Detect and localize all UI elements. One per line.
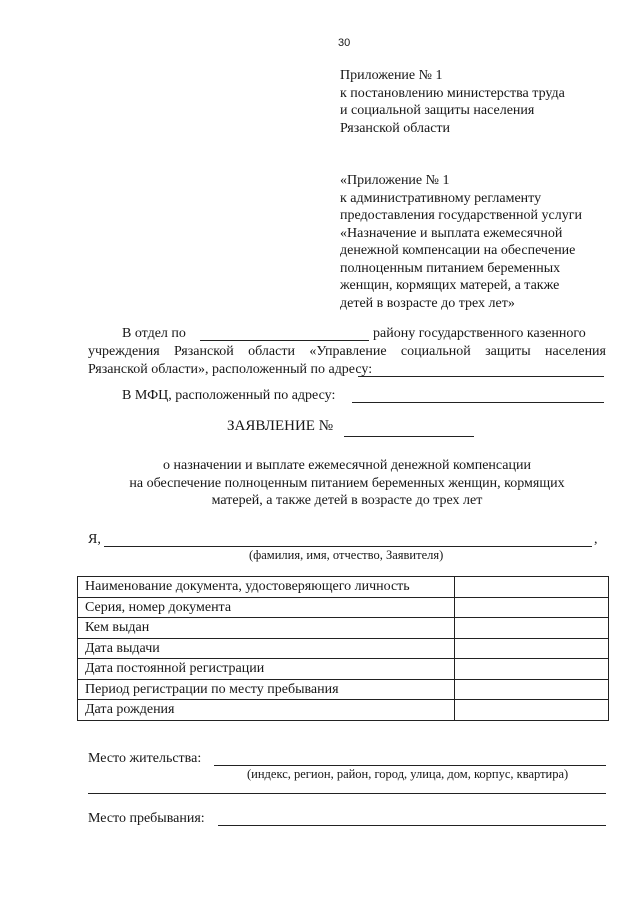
- residence-continuation-field[interactable]: [88, 793, 606, 794]
- regulation-line: «Приложение № 1: [340, 173, 450, 188]
- regulation-line: женщин, кормящих матерей, а также: [340, 278, 560, 293]
- row-label: Наименование документа, удостоверяющего личность: [78, 577, 455, 598]
- regulation-line: «Назначение и выплата ежемесячной: [340, 225, 563, 241]
- row-value-cell[interactable]: [455, 679, 609, 700]
- row-value-cell[interactable]: [455, 638, 609, 659]
- regulation-line: предоставления государственной услуги: [340, 208, 582, 223]
- to-department-suffix: району государственного казенного: [373, 326, 586, 341]
- table-row: [78, 597, 609, 618]
- appendix-line: и социальной защиты населения: [340, 103, 535, 118]
- application-number-field[interactable]: [344, 436, 474, 437]
- row-label: Дата выдачи: [78, 638, 455, 659]
- regulation-line: полноценным питанием беременных: [340, 260, 561, 276]
- applicant-prefix: Я,: [88, 532, 101, 547]
- table-row: [78, 700, 609, 721]
- regulation-line: к административному регламенту: [340, 190, 542, 206]
- applicant-suffix: ,: [594, 532, 598, 547]
- appendix-line: Рязанской области: [340, 120, 451, 136]
- stay-label: Место пребывания:: [88, 811, 205, 826]
- subtitle-line: о назначении и выплате ежемесячной денежной компенсации: [163, 458, 531, 473]
- stay-field[interactable]: [218, 825, 606, 826]
- application-subtitle: [88, 457, 606, 510]
- table-row: [78, 618, 609, 639]
- row-value-cell[interactable]: [455, 577, 609, 598]
- subtitle-line: матерей, а также детей в возрасте до трех лет: [211, 493, 483, 508]
- appendix-line: к постановлению министерства труда: [340, 85, 565, 101]
- table-row: [78, 659, 609, 680]
- row-value-cell[interactable]: [455, 597, 609, 618]
- row-label: Дата рождения: [78, 700, 455, 721]
- appendix-header: [340, 67, 565, 137]
- row-label: Дата постоянной регистрации: [78, 659, 455, 680]
- department-district-field[interactable]: [200, 340, 369, 341]
- mfc-line: В МФЦ, расположенный по адресу:: [122, 388, 336, 403]
- regulation-header: [340, 172, 582, 312]
- row-label: Серия, номер документа: [78, 597, 455, 618]
- regulation-line: детей в возрасте до трех лет»: [340, 295, 515, 311]
- row-value-cell[interactable]: [455, 700, 609, 721]
- row-value-cell[interactable]: [455, 618, 609, 639]
- residence-label: Место жительства:: [88, 751, 202, 766]
- mfc-address-field[interactable]: [352, 402, 604, 403]
- applicant-hint: (фамилия, имя, отчество, Заявителя): [249, 548, 444, 562]
- identity-document-table: [77, 576, 609, 721]
- application-title: ЗАЯВЛЕНИЕ №: [227, 418, 334, 434]
- institution-line: учреждения Рязанской области «Управление социальной защиты населения: [88, 344, 606, 359]
- residence-hint: (индекс, регион, район, город, улица, дом, корпус, квартира): [247, 767, 569, 781]
- residence-field[interactable]: [214, 765, 606, 766]
- department-address-field[interactable]: [358, 376, 604, 377]
- regulation-line: денежной компенсации на обеспечение: [340, 243, 576, 258]
- applicant-name-field[interactable]: [104, 546, 592, 547]
- to-department-prefix: В отдел по: [122, 326, 186, 341]
- table-row: [78, 577, 609, 598]
- table-row: [78, 638, 609, 659]
- located-line: Рязанской области», расположенный по адресу:: [88, 362, 373, 377]
- row-value-cell[interactable]: [455, 659, 609, 680]
- table-row: [78, 679, 609, 700]
- appendix-line: Приложение № 1: [340, 68, 443, 83]
- subtitle-line: на обеспечение полноценным питанием беременных женщин, кормящих: [129, 475, 565, 491]
- row-label: Кем выдан: [78, 618, 455, 639]
- row-label: Период регистрации по месту пребывания: [78, 679, 455, 700]
- page-number: 30: [338, 37, 351, 49]
